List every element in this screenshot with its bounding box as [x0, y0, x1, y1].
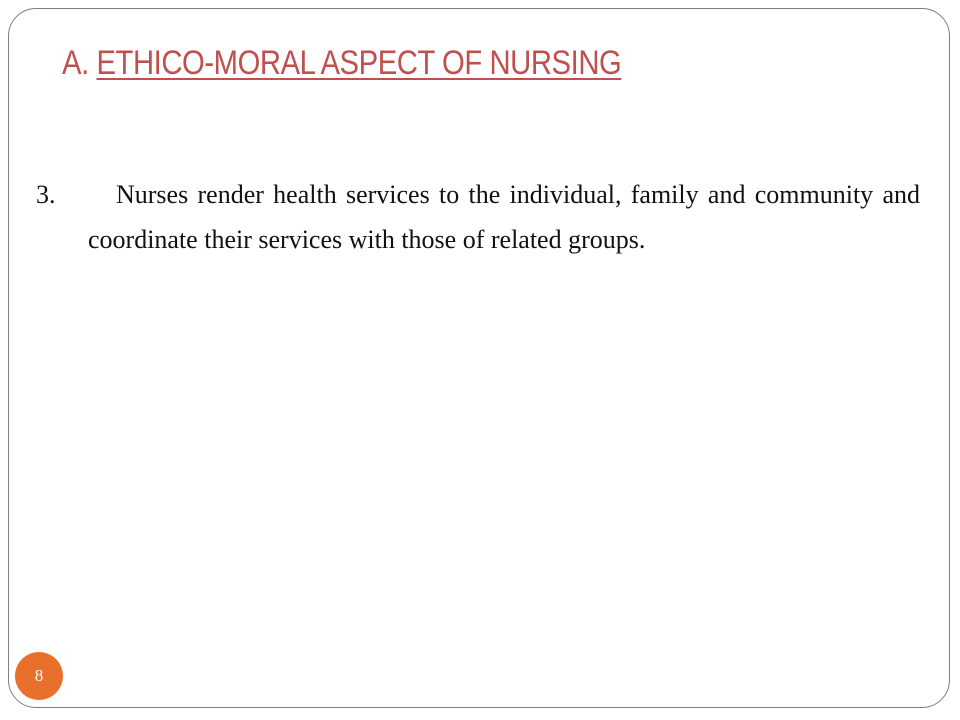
title-main: ETHICO-MORAL ASPECT OF NURSING — [96, 44, 622, 82]
numbered-item — [36, 172, 920, 262]
slide-frame — [8, 8, 950, 708]
page-number-badge — [15, 652, 63, 700]
item-number: 3. — [36, 180, 56, 209]
page-number: 8 — [34, 666, 44, 685]
title-prefix: A. — [62, 44, 97, 82]
slide-title — [62, 44, 621, 83]
item-text: Nurses render health services to the individual, family and community and coordinate their services with those of related groups. — [88, 180, 920, 254]
